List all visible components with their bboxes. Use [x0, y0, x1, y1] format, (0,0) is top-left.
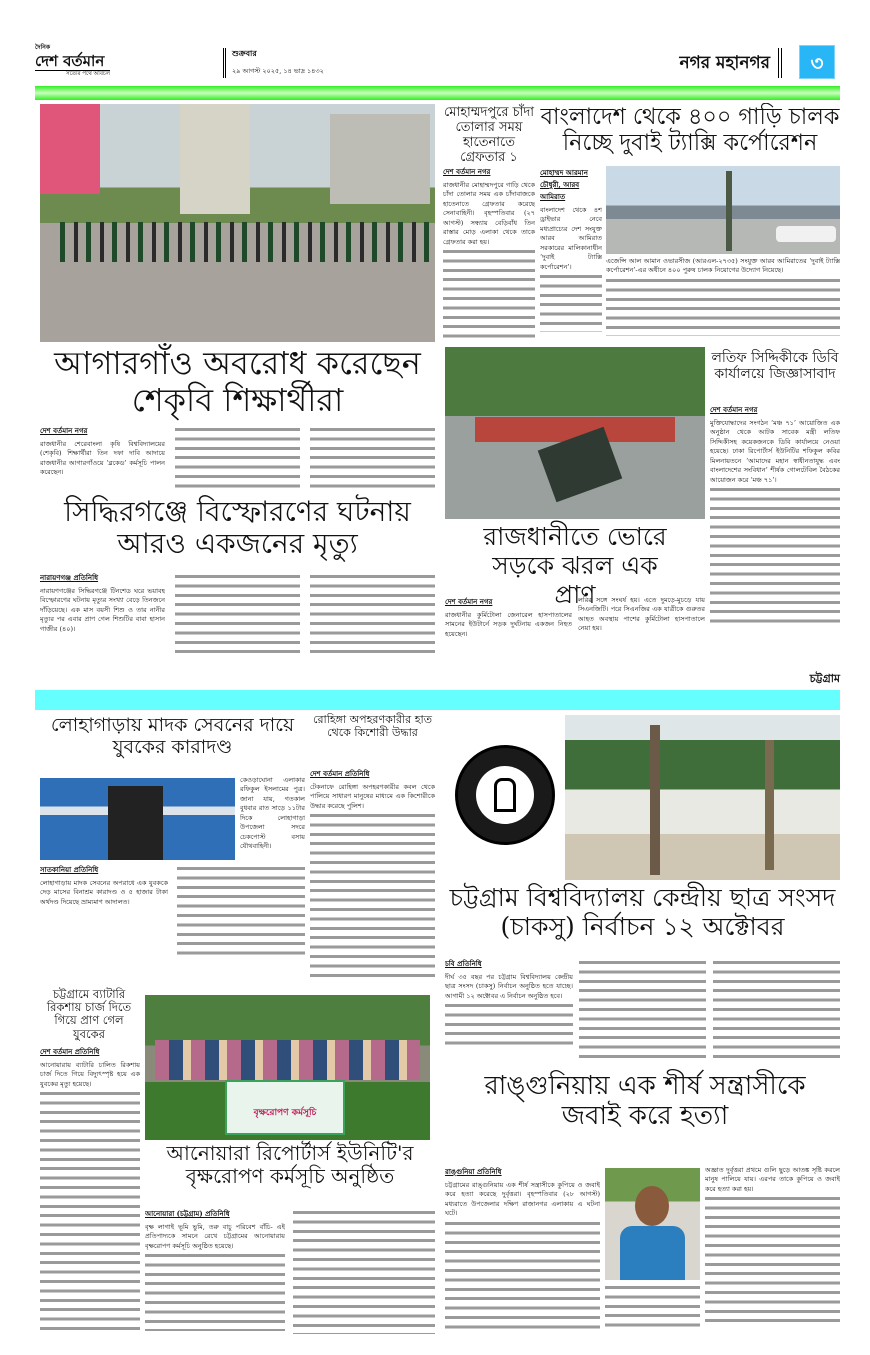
rangunia-headline: রাঙ্গুনিয়ায় এক শীর্ষ সন্ত্রাসীকে জবাই করে হত্যা: [484, 1071, 806, 1131]
day-label: শুক্রবার: [232, 48, 257, 58]
dubai-taxi-article-cont: [606, 257, 840, 342]
text-filler: [710, 485, 840, 625]
agargaon-byline: দেশ বর্তমান নগর: [40, 426, 88, 435]
date-label: ২৯ আগস্ট ২০২৫, ১৪ ভাদ্র ১৪৩২: [232, 67, 324, 75]
tree-planting-article: [145, 1208, 435, 1336]
latif-article: [710, 404, 840, 654]
battery-rickshaw-byline: দেশ বর্তমান প্রতিনিধি: [40, 1047, 100, 1056]
rangunia-body: চট্টগ্রামের রাঙ্গুনিয়ায় এক শীর্ষ সন্ত্রাসীকে কুপিয়ে ও জবাই করে হত্যা করেছে দুর্বৃত্তরা। বৃহস্পতিবার (২৮ আগস্ট) মধ্যরাতে উপজেলার দক্ষিণ রাজানগর এলাকায় এ ঘটনা ঘটে।: [445, 1181, 600, 1218]
siddhirganj-article: [40, 572, 435, 656]
chaksu-article: [445, 958, 840, 1062]
text-filler: [310, 811, 435, 981]
text-filler: [293, 1208, 435, 1334]
rangunia-article: [445, 1166, 600, 1336]
agargaon-headline: আগারগাঁও অবরোধ করেছেন শেকৃবি শিক্ষার্থীরা: [54, 344, 421, 419]
lohagara-article-side: [240, 776, 305, 862]
banner-text: বৃক্ষরোপণ কর্মসূচি: [253, 1108, 317, 1118]
logo-small-text: দৈনিক: [35, 44, 51, 51]
lohagara-body: লোহাগাড়ায় মাদক সেবনের অপরাধে এক যুবককে দেড় মাসের বিনাশ্রম কারাদণ্ড ও ৫ হাজার টাকা অর্থদণ্ড দিয়েছে ভ্রাম্যমাণ আদালত।: [40, 879, 168, 906]
agargaon-protest-photo: [40, 104, 435, 342]
section-title: নগর মহানগর: [679, 53, 770, 73]
rangunia-article-cont: [705, 1166, 840, 1336]
logo-tagline: সত্যের পথে অবিচল: [35, 70, 110, 79]
siddhirganj-body: নারায়ণগঞ্জের সিদ্ধিরগঞ্জে টিনশেড ঘরে ভয়াবহ বিস্ফোরণের ঘটনায় মৃত্যুর সংখ্যা বেড়ে তিনজনে দাঁড়িয়েছে। এক মাস বয়সী শিশু ও তার নানীর মৃত্যুর পর এবার প্রাণ গেল শিশুটির বাবা হাসান গাজীর (৪০)।: [40, 587, 165, 633]
text-filler: [40, 1089, 140, 1336]
road-death-body: রাজধানীর কুর্মিটোলা জেনারেল হাসপাতালের সামনের ইউটার্নে সড়ক দুর্ঘটনায় একজন নিহত হয়েছেন।: [445, 611, 572, 638]
rangunia-article-bottom: [605, 1283, 700, 1336]
text-filler: [443, 247, 535, 341]
tree-planting-banner: [225, 1080, 345, 1135]
tree-planting-byline: আনোয়ারা (চট্টগ্রাম) প্রতিনিধি: [145, 1209, 230, 1218]
chaksu-text-columns: [579, 958, 840, 1060]
tree-planting-headline: আনোয়ারা রিপোর্টার্স ইউনিটি'র বৃক্ষরোপণ কর্মসূচি অনুষ্ঠিত: [166, 1141, 414, 1188]
rohingya-headline: রোহিঙ্গা অপহরণকারীর হাত থেকে কিশোরী উদ্ধার: [313, 713, 432, 739]
tree-planting-body: বৃক্ষ লাগাই ভূমি ভুমি, তরু বাচু পরিবেশ বাঁচি- এই প্রতিপাদ্যকে সামনে রেখে চট্টগ্রামের আনোয়ারায় বৃক্ষরোপণ কর্মসূচি অনুষ্ঠিত হয়েছে।: [145, 1223, 285, 1250]
cu-campus-photo: [565, 715, 840, 880]
road-death-article-cont: [578, 596, 705, 656]
lohagara-headline: লোহাগাড়ায় মাদক সেবনের দায়ে যুবকের কারাদণ্ড: [50, 714, 295, 758]
dubai-taxi-article: [540, 167, 602, 342]
agargaon-body: রাজধানীর শেরেবাংলা কৃষি বিশ্ববিদ্যালয়ের (শেকৃবি) শিক্ষার্থীরা তিন দফা দাবি আদায়ে রাজধানীর আগারগাঁওয়ে ‘ব্লকেড’ কর্মসূচি পালন করেছেন।: [40, 440, 165, 477]
latif-body: মুক্তিযোদ্ধাদের সংগঠন ‘মঞ্চ ৭১’ আয়োজিত এক অনুষ্ঠান থেকে আটক সাবেক মন্ত্রী লতিফ সিদ্দিকীসহ কয়েকজনকে ডিবি কার্যালয়ে নেওয়া হয়েছে। ঢাকা রিপোর্টার্স ইউনিটির শফিকুল কবির মিলনায়তনে ‘আমাদের মহান স্বাধীনতাযুদ্ধ এবং বাংলাদেশের সংবিধান’ শীর্ষক গোলটেবিল বৈঠকের আয়োজন করে ‘মঞ্চ ৭১’।: [710, 419, 840, 484]
lohagara-body2: কেওড়াঘোনা এলাকার রফিকুল ইসলামের পুত্র। জানা যায়, গতকাল বুধবার রাত সাড়ে ১১টার দিকে লোহাগাড়া উপজেলা সদরে চেকপোস্ট বসায় যৌথবাহিনী।: [240, 776, 305, 850]
mohammadpur-headline: মোহাম্মদপুরে চাঁদা তোলার সময় হাতেনাতে গ্রেফতার ১: [443, 105, 535, 165]
rohingya-article: [310, 768, 435, 990]
latif-headline: লতিফ সিদ্দিকীকে ডিবি কার্যালয়ে জিজ্ঞাসাবাদ: [711, 350, 839, 383]
road-death-body2: লরির সঙ্গে সংঘর্ষ হয়। এতে দুমড়ে-মুচড়ে যায় সিএনজিটি। পরে সিএনজির এক যাত্রীকে গুরুতর আহত অবস্থায় পাশের কুর্মিটোলা হাসপাতালে নেয়া হয়।: [578, 596, 705, 633]
lohagara-article: [40, 864, 305, 960]
date-block: [223, 48, 324, 78]
mohammadpur-body: রাজধানীর মোহাম্মদপুরে গাড়ি থেকে চাঁদা তোলার সময় এক চাঁদাবাজকে হাতেনাতে গ্রেফতার করেছে সেনাবাহিনী। বৃহস্পতিবার (২৭ আগস্ট) সন্ধ্যায় বেড়িবাঁধ তিন রাস্তার মোড় এলাকা থেকে তাকে গ্রেফতার করা হয়।: [443, 181, 535, 246]
dubai-taxi-byline: মোহাম্মদ আরমান চৌধুরী, আরব আমিরাত: [540, 168, 588, 201]
page-number-badge: ৩: [799, 45, 835, 79]
road-death-byline: দেশ বর্তমান নগর: [445, 597, 493, 606]
road-death-headline: রাজধানীতে ভোরে সড়কে ঝরল এক প্রাণ: [483, 522, 667, 609]
text-filler: [445, 1219, 600, 1329]
road-death-article: [445, 596, 572, 656]
siddhirganj-text-columns: [175, 572, 435, 654]
mohammadpur-article: [443, 166, 535, 341]
tree-planting-photo: [145, 995, 430, 1140]
rohingya-byline: দেশ বর্তমান প্রতিনিধি: [310, 769, 370, 778]
text-filler: [605, 1283, 700, 1333]
cu-seal-logo: [455, 745, 555, 845]
text-filler: [705, 1194, 840, 1324]
green-section-bar: [35, 86, 840, 100]
masthead: [35, 42, 840, 86]
latif-byline: দেশ বর্তমান নগর: [710, 405, 758, 414]
battery-rickshaw-body: আনোয়ারায় ব্যাটারি চালিত রিকশায় চার্জ দিতে গিয়ে বিদ্যুৎস্পৃষ্ট হয়ে এক যুবকের মৃত্যু হয়েছে।: [40, 1061, 140, 1088]
text-filler: [177, 864, 305, 958]
battery-rickshaw-headline: চট্টগ্রামে ব্যাটারি রিকশায় চার্জ দিতে গিয়ে প্রাণ গেল যুবকের: [46, 987, 132, 1041]
section-divider: [778, 48, 782, 78]
rohingya-body: টেকনাফে রোহিঙ্গা অপহরণকারীর কবল থেকে পালিয়ে সাধারণ মানুষের মাধ্যমে এক কিশোরীকে উদ্ধার করেছে পুলিশ।: [310, 783, 435, 810]
chaksu-body: দীর্ঘ ৩৫ বছর পর চট্টগ্রাম বিশ্ববিদ্যালয় কেন্দ্রীয় ছাত্র সংসদ (চাকসু) নির্বাচন অনুষ্ঠিত হতে যাচ্ছে। আগামী ১২ অক্টোবর এ নির্বাচন অনুষ্ঠিত হবে।: [445, 973, 573, 1000]
rangunia-byline: রাঙ্গুনিয়া প্রতিনিধি: [445, 1167, 502, 1176]
text-filler: [445, 1001, 573, 1051]
mohammadpur-byline: দেশ বর্তমান নগর: [443, 167, 491, 176]
rangunia-victim-photo: [605, 1168, 700, 1280]
newspaper-logo: [35, 42, 110, 84]
siddhirganj-headline: সিদ্ধিরগঞ্জে বিস্ফোরণের ঘটনায় আরও একজনের মৃত্যু: [64, 495, 411, 561]
logo-name: দেশ বর্তমান: [35, 52, 105, 70]
agargaon-article: [40, 425, 435, 493]
dubai-taxi-headline: বাংলাদেশ থেকে ৪০০ গাড়ি চালক নিচ্ছে দুবাই ট্যাক্সি কর্পোরেশন: [540, 104, 840, 157]
chaksu-byline: চবি প্রতিনিধি: [445, 959, 482, 968]
rangunia-body2: অজ্ঞাত দুর্বৃত্তরা প্রথমে গুলি ছুড়ে আতঙ্ক সৃষ্টি করলে মানুষ পালিয়ে যায়। এরপর তাকে কুপিয়ে ও জবাই করে হত্যা করা হয়।: [705, 1166, 840, 1193]
text-filler: [540, 272, 602, 332]
battery-rickshaw-article: [40, 1046, 140, 1336]
text-filler: [606, 276, 840, 336]
road-accident-photo: [445, 347, 705, 519]
chattogram-section-label: চট্টগ্রাম: [809, 672, 840, 685]
dubai-taxi-photo: [606, 166, 840, 254]
siddhirganj-byline: নারায়ণগঞ্জ প্রতিনিধি: [40, 573, 99, 582]
dubai-taxi-body2: এজেন্সি আল আমান ওভারসীজ (আরএল-২৭৩৫) সংযুক্ত আরব আমিরাতের ‘দুবাই ট্যাক্সি কর্পোরেশন’-এর অধীনে ৪০০ পুরুষ চালক নিয়োগের উদ্যোগ নিয়েছে।: [606, 257, 840, 275]
dubai-taxi-body: বাংলাদেশ থেকে ৪শ ড্রাইভার নেবে মধ্যপ্রাচ্যের দেশ সংযুক্ত আরব আমিরাত সরকারের মালিকানাধীন ‘দুবাই ট্যাক্সি কর্পোরেশন’।: [540, 206, 602, 271]
cyan-section-bar: [35, 690, 840, 710]
lohagara-photo: [40, 778, 235, 860]
agargaon-text-columns: [175, 425, 435, 491]
chaksu-headline: চট্টগ্রাম বিশ্ববিদ্যালয় কেন্দ্রীয় ছাত্র সংসদ (চাকসু) নির্বাচন ১২ অক্টোবর: [449, 883, 836, 941]
lohagara-byline: সাতকানিয়া প্রতিনিধি: [40, 865, 99, 874]
text-filler: [145, 1251, 285, 1331]
